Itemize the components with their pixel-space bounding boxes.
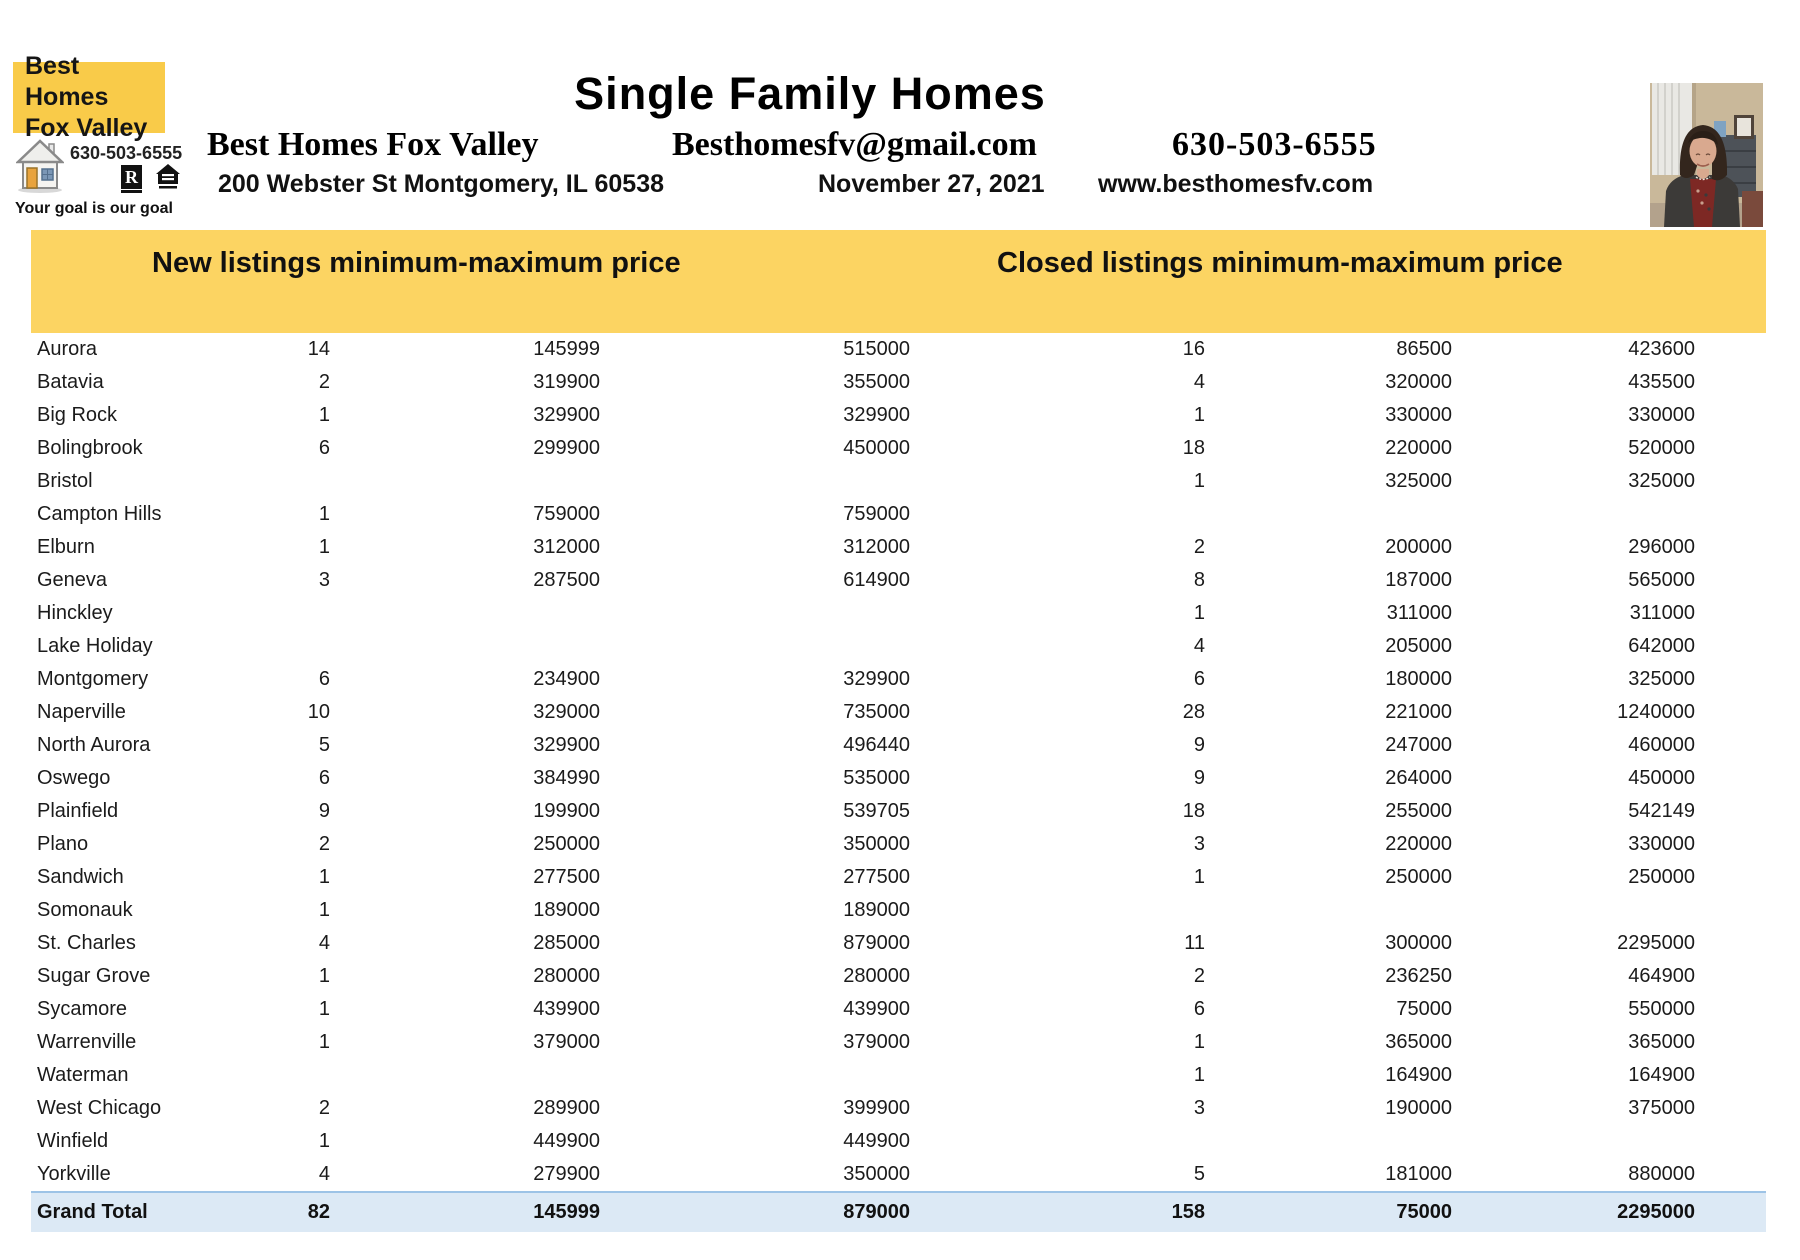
value-cell: 300000 — [1385, 932, 1452, 954]
value-cell: 1 — [318, 866, 330, 888]
grand-total-closed-count: 158 — [1171, 1201, 1205, 1223]
value-cell: 379000 — [843, 1031, 910, 1053]
spacer-cell — [1695, 729, 1766, 762]
value-cell: 365000 — [1385, 1031, 1452, 1053]
value-cell: 255000 — [1385, 800, 1452, 822]
table-row — [31, 993, 1766, 1026]
value-cell: 2 — [318, 371, 330, 393]
value-cell: 16 — [1182, 338, 1205, 360]
value-cell: 164900 — [1628, 1064, 1695, 1086]
value-cell: 460000 — [1628, 734, 1695, 756]
table-row — [31, 762, 1766, 795]
agent-photo — [1650, 83, 1763, 227]
spacer-cell — [1695, 828, 1766, 861]
town-cell: Winfield — [37, 1130, 109, 1152]
spacer-cell — [1695, 597, 1766, 630]
spacer-cell — [1695, 696, 1766, 729]
logo-line1: Best Homes — [25, 51, 109, 111]
value-cell: 1 — [1193, 866, 1205, 888]
value-cell: 329900 — [843, 404, 910, 426]
table-row — [31, 399, 1766, 432]
value-cell: 279900 — [533, 1163, 600, 1185]
value-cell — [600, 465, 910, 498]
logo-line2: Fox Valley — [25, 114, 148, 143]
value-cell: 6 — [318, 767, 330, 789]
value-cell: 250000 — [1628, 866, 1695, 888]
town-cell: Waterman — [37, 1064, 129, 1086]
value-cell: 759000 — [533, 503, 600, 525]
value-cell: 11 — [1184, 932, 1205, 954]
table-row — [31, 366, 1766, 399]
value-cell: 449900 — [843, 1130, 910, 1152]
value-cell — [1205, 498, 1452, 531]
value-cell: 75000 — [1396, 998, 1452, 1020]
value-cell: 2 — [318, 833, 330, 855]
value-cell: 330000 — [1385, 404, 1452, 426]
town-cell: North Aurora — [37, 734, 151, 756]
spacer-cell — [1695, 564, 1766, 597]
closed-listings-header: Closed listings minimum-maximum price — [997, 247, 1563, 279]
value-cell: 289900 — [533, 1097, 600, 1119]
value-cell: 2295000 — [1617, 932, 1695, 954]
spacer-cell — [1695, 927, 1766, 960]
value-cell — [600, 597, 910, 630]
spacer-cell — [1695, 663, 1766, 696]
table-row — [31, 927, 1766, 960]
spacer-cell — [1695, 432, 1766, 465]
logo-tagline: Your goal is our goal — [15, 200, 173, 217]
value-cell: 1 — [1193, 602, 1205, 624]
town-cell: Lake Holiday — [37, 635, 153, 657]
value-cell: 329000 — [533, 701, 600, 723]
town-cell: Hinckley — [37, 602, 113, 624]
table-row — [31, 729, 1766, 762]
brand-line — [0, 126, 1800, 170]
value-cell: 520000 — [1628, 437, 1695, 459]
spacer-cell — [1695, 531, 1766, 564]
spacer-cell — [1695, 366, 1766, 399]
value-cell: 1 — [318, 1031, 330, 1053]
table-row — [31, 795, 1766, 828]
value-cell: 299900 — [533, 437, 600, 459]
value-cell: 375000 — [1628, 1097, 1695, 1119]
grand-total-new-min: 145999 — [533, 1201, 600, 1223]
value-cell: 189000 — [843, 899, 910, 921]
value-cell: 8 — [1193, 569, 1205, 591]
value-cell: 330000 — [1628, 833, 1695, 855]
town-cell: Elburn — [37, 536, 95, 558]
value-cell: 330000 — [1628, 404, 1695, 426]
value-cell: 320000 — [1385, 371, 1452, 393]
town-cell: Batavia — [37, 371, 104, 393]
table-row — [31, 1092, 1766, 1125]
value-cell: 4 — [1193, 371, 1205, 393]
value-cell: 9 — [1193, 734, 1205, 756]
town-cell: Somonauk — [37, 899, 133, 921]
value-cell: 384990 — [533, 767, 600, 789]
grand-total-closed-min: 75000 — [1396, 1201, 1452, 1223]
value-cell: 439900 — [843, 998, 910, 1020]
value-cell: 1 — [1193, 404, 1205, 426]
value-cell: 319900 — [533, 371, 600, 393]
value-cell: 250000 — [1385, 866, 1452, 888]
value-cell: 329900 — [843, 668, 910, 690]
value-cell: 1 — [318, 1130, 330, 1152]
value-cell: 329900 — [533, 404, 600, 426]
spacer-cell — [1695, 465, 1766, 498]
brand-email: Besthomesfv@gmail.com — [672, 126, 1037, 163]
value-cell: 199900 — [533, 800, 600, 822]
value-cell: 1240000 — [1617, 701, 1695, 723]
value-cell: 14 — [307, 338, 330, 360]
logo-phone: 630-503-6555 — [70, 143, 183, 163]
table-row — [31, 564, 1766, 597]
value-cell: 735000 — [843, 701, 910, 723]
spacer-cell — [1695, 795, 1766, 828]
spacer-cell — [1695, 960, 1766, 993]
spacer-cell — [1695, 894, 1766, 927]
town-cell: Sandwich — [37, 866, 124, 888]
table-row — [31, 828, 1766, 861]
value-cell: 312000 — [843, 536, 910, 558]
value-cell — [330, 630, 600, 663]
value-cell: 515000 — [843, 338, 910, 360]
value-cell: 614900 — [843, 569, 910, 591]
value-cell: 496440 — [843, 734, 910, 756]
value-cell: 4 — [318, 1163, 330, 1185]
value-cell — [275, 1059, 330, 1092]
value-cell: 399900 — [843, 1097, 910, 1119]
value-cell: 287500 — [533, 569, 600, 591]
grand-total-label: Grand Total — [37, 1201, 148, 1223]
value-cell: 565000 — [1628, 569, 1695, 591]
value-cell — [1452, 894, 1695, 927]
table-row — [31, 432, 1766, 465]
value-cell: 180000 — [1385, 668, 1452, 690]
value-cell: 187000 — [1385, 569, 1452, 591]
value-cell: 311000 — [1386, 602, 1452, 624]
town-cell: Plainfield — [37, 800, 119, 822]
value-cell: 6 — [1193, 998, 1205, 1020]
table-row — [31, 861, 1766, 894]
town-cell: Campton Hills — [37, 503, 162, 525]
value-cell: 550000 — [1628, 998, 1695, 1020]
value-cell: 1 — [1193, 1031, 1205, 1053]
value-cell: 311000 — [1629, 602, 1695, 624]
brand-name: Best Homes Fox Valley — [207, 126, 539, 163]
town-cell: Sugar Grove — [37, 965, 151, 987]
value-cell: 3 — [1193, 833, 1205, 855]
value-cell: 220000 — [1385, 437, 1452, 459]
table-row — [31, 1026, 1766, 1059]
value-cell — [275, 465, 330, 498]
town-cell: Warrenville — [37, 1031, 137, 1053]
value-cell: 277500 — [533, 866, 600, 888]
value-cell: 280000 — [533, 965, 600, 987]
value-cell: 190000 — [1385, 1097, 1452, 1119]
report-date: November 27, 2021 — [818, 170, 1045, 198]
spacer-cell — [1695, 1026, 1766, 1059]
value-cell: 365000 — [1628, 1031, 1695, 1053]
town-cell: Plano — [37, 833, 89, 855]
value-cell: 1 — [1193, 470, 1205, 492]
value-cell: 879000 — [843, 932, 910, 954]
table-row — [31, 663, 1766, 696]
value-cell: 10 — [307, 701, 330, 723]
table-row — [31, 597, 1766, 630]
listings-table — [31, 333, 1766, 1232]
value-cell: 435500 — [1628, 371, 1695, 393]
value-cell: 2 — [1193, 965, 1205, 987]
value-cell: 5 — [318, 734, 330, 756]
value-cell: 1 — [318, 998, 330, 1020]
value-cell: 296000 — [1628, 536, 1695, 558]
town-cell: Aurora — [37, 338, 98, 360]
spacer-cell — [1695, 399, 1766, 432]
value-cell — [1205, 1125, 1452, 1158]
town-cell: St. Charles — [37, 932, 136, 954]
value-cell: 164900 — [1385, 1064, 1452, 1086]
grand-total-row — [31, 1191, 1766, 1232]
value-cell: 1 — [318, 899, 330, 921]
table-row — [31, 498, 1766, 531]
value-cell: 145999 — [533, 338, 600, 360]
value-cell: 1 — [318, 404, 330, 426]
value-cell — [910, 1125, 1205, 1158]
town-cell: Montgomery — [37, 668, 149, 690]
value-cell: 2 — [1193, 536, 1205, 558]
spacer-cell — [1695, 333, 1766, 366]
grand-total-closed-max: 2295000 — [1617, 1201, 1695, 1223]
value-cell: 350000 — [843, 833, 910, 855]
brand-phone: 630-503-6555 — [1172, 126, 1377, 163]
value-cell: 325000 — [1628, 668, 1695, 690]
value-cell: 181000 — [1385, 1163, 1452, 1185]
value-cell: 539705 — [843, 800, 910, 822]
value-cell: 220000 — [1385, 833, 1452, 855]
value-cell: 1 — [1193, 1064, 1205, 1086]
value-cell: 379000 — [533, 1031, 600, 1053]
town-cell: Naperville — [37, 701, 126, 723]
town-cell: Bristol — [37, 470, 93, 492]
value-cell: 6 — [318, 668, 330, 690]
value-cell: 880000 — [1628, 1163, 1695, 1185]
value-cell: 285000 — [533, 932, 600, 954]
table-row — [31, 333, 1766, 366]
value-cell — [600, 630, 910, 663]
value-cell — [600, 1059, 910, 1092]
table-row — [31, 960, 1766, 993]
value-cell: 1 — [318, 503, 330, 525]
value-cell: 247000 — [1385, 734, 1452, 756]
spacer-cell — [1695, 1092, 1766, 1125]
value-cell: 329900 — [533, 734, 600, 756]
value-cell: 423600 — [1628, 338, 1695, 360]
value-cell: 439900 — [533, 998, 600, 1020]
value-cell: 3 — [318, 569, 330, 591]
value-cell — [1205, 894, 1452, 927]
page-title: Single Family Homes — [574, 68, 1046, 119]
value-cell: 6 — [1193, 668, 1205, 690]
value-cell: 542149 — [1628, 800, 1695, 822]
value-cell: 9 — [1193, 767, 1205, 789]
table-rows — [31, 333, 1766, 1191]
spacer-cell — [1695, 1059, 1766, 1092]
value-cell: 18 — [1182, 437, 1205, 459]
spacer-cell — [1695, 1193, 1766, 1232]
value-cell: 642000 — [1628, 635, 1695, 657]
street-address: 200 Webster St Montgomery, IL 60538 — [218, 170, 664, 198]
value-cell: 280000 — [843, 965, 910, 987]
value-cell — [910, 894, 1205, 927]
value-cell: 234900 — [533, 668, 600, 690]
town-cell: Oswego — [37, 767, 111, 789]
value-cell: 189000 — [533, 899, 600, 921]
table-row — [31, 630, 1766, 663]
value-cell — [330, 1059, 600, 1092]
value-cell: 3 — [1193, 1097, 1205, 1119]
table-row — [31, 1158, 1766, 1191]
value-cell: 449900 — [533, 1130, 600, 1152]
value-cell: 86500 — [1396, 338, 1452, 360]
spacer-cell — [1695, 1125, 1766, 1158]
value-cell: 450000 — [843, 437, 910, 459]
spacer-cell — [1695, 630, 1766, 663]
website: www.besthomesfv.com — [1098, 170, 1374, 198]
town-cell: West Chicago — [37, 1097, 162, 1119]
value-cell: 450000 — [1628, 767, 1695, 789]
value-cell — [275, 597, 330, 630]
value-cell: 312000 — [533, 536, 600, 558]
value-cell: 18 — [1182, 800, 1205, 822]
town-cell: Geneva — [37, 569, 108, 591]
value-cell: 759000 — [843, 503, 910, 525]
spacer-cell — [1695, 1158, 1766, 1191]
spacer-cell — [1695, 498, 1766, 531]
value-cell: 5 — [1193, 1163, 1205, 1185]
town-cell: Big Rock — [37, 404, 118, 426]
table-row — [31, 894, 1766, 927]
value-cell — [330, 597, 600, 630]
spacer-cell — [1695, 762, 1766, 795]
value-cell — [330, 465, 600, 498]
address-line — [0, 170, 1800, 200]
value-cell — [910, 498, 1205, 531]
value-cell: 1 — [318, 536, 330, 558]
value-cell: 535000 — [843, 767, 910, 789]
value-cell: 4 — [1193, 635, 1205, 657]
value-cell: 205000 — [1385, 635, 1452, 657]
value-cell: 9 — [318, 800, 330, 822]
spacer-cell — [1695, 993, 1766, 1026]
table-row — [31, 1125, 1766, 1158]
value-cell — [275, 630, 330, 663]
grand-total-new-max: 879000 — [843, 1201, 910, 1223]
value-cell: 277500 — [843, 866, 910, 888]
spacer-cell — [1695, 861, 1766, 894]
value-cell: 355000 — [843, 371, 910, 393]
realtor-icon: R — [121, 165, 142, 189]
value-cell: 28 — [1182, 701, 1205, 723]
value-cell: 236250 — [1385, 965, 1452, 987]
value-cell — [1452, 1125, 1695, 1158]
value-cell: 325000 — [1628, 470, 1695, 492]
value-cell: 221000 — [1385, 701, 1452, 723]
town-cell: Bolingbrook — [37, 437, 143, 459]
value-cell: 6 — [318, 437, 330, 459]
table-row — [31, 696, 1766, 729]
table-row — [31, 531, 1766, 564]
value-cell: 464900 — [1628, 965, 1695, 987]
grand-total-new-count: 82 — [307, 1201, 330, 1223]
value-cell — [1452, 498, 1695, 531]
value-cell: 200000 — [1385, 536, 1452, 558]
town-cell: Sycamore — [37, 998, 128, 1020]
value-cell: 264000 — [1385, 767, 1452, 789]
value-cell: 350000 — [843, 1163, 910, 1185]
value-cell: 4 — [318, 932, 330, 954]
column-header-banner — [31, 230, 1766, 333]
value-cell: 250000 — [533, 833, 600, 855]
value-cell: 1 — [318, 965, 330, 987]
table-row — [31, 1059, 1766, 1092]
value-cell: 325000 — [1385, 470, 1452, 492]
value-cell: 2 — [318, 1097, 330, 1119]
table-row — [31, 465, 1766, 498]
new-listings-header: New listings minimum-maximum price — [152, 247, 681, 279]
town-cell: Yorkville — [37, 1163, 111, 1185]
